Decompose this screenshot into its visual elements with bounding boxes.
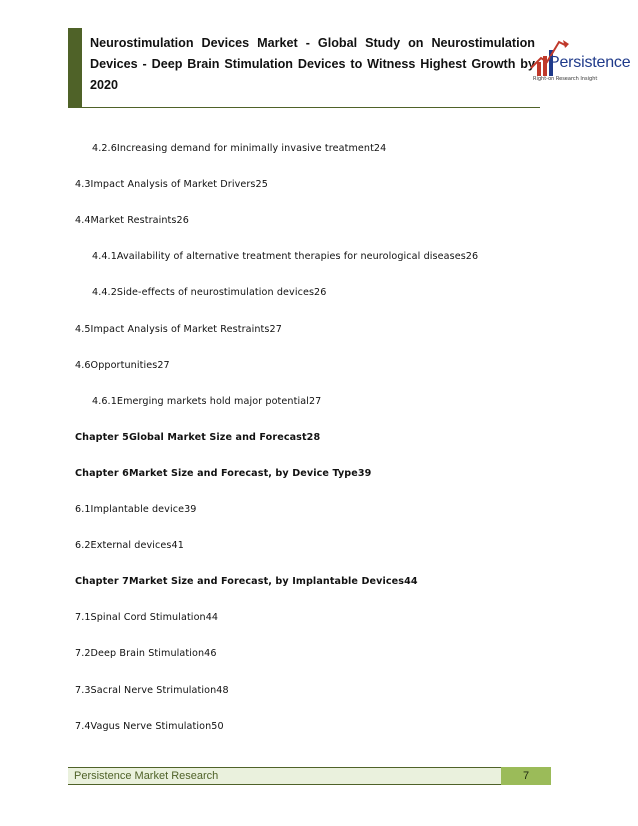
toc-entry[interactable]: 7.2Deep Brain Stimulation46 [75,648,217,659]
page-number: 7 [501,767,551,785]
toc-entry[interactable]: 7.3Sacral Nerve Strimulation48 [75,685,229,696]
toc-entry[interactable]: Chapter 7Market Size and Forecast, by Implantable Devices44 [75,576,418,587]
toc-entry[interactable]: 7.4Vagus Nerve Stimulation50 [75,721,224,732]
logo-tagline: Right-on Research Insight [533,76,598,82]
logo-wordmark: Persistence [549,54,631,71]
toc-entry[interactable]: 6.1Implantable device39 [75,504,197,515]
toc-entry[interactable]: 4.4.1Availability of alternative treatment therapies for neurological diseases26 [92,251,479,262]
toc-entry[interactable]: Chapter 6Market Size and Forecast, by Device Type39 [75,468,372,479]
toc-entry[interactable]: Chapter 5Global Market Size and Forecast28 [75,432,321,443]
toc-entry[interactable]: 7.1Spinal Cord Stimulation44 [75,612,219,623]
document-title: Neurostimulation Devices Market - Global Study on Neurostimulation Devices - Deep Brain Stimulation Devices to Witness Highest Growth by 2020 [90,36,535,92]
toc-entry[interactable]: 4.5Impact Analysis of Market Restraints27 [75,324,282,335]
header-divider [82,107,540,108]
toc-entry[interactable]: 4.6Opportunities27 [75,360,170,371]
toc-entry[interactable]: 4.4.2Side-effects of neurostimulation devices26 [92,287,327,298]
company-logo [527,32,631,92]
header-accent-bar [68,28,82,108]
toc-entry[interactable]: 6.2External devices41 [75,540,184,551]
toc-entry[interactable]: 4.4Market Restraints26 [75,215,189,226]
page-footer [68,767,551,785]
toc-entry[interactable]: 4.6.1Emerging markets hold major potential27 [92,396,322,407]
footer-publisher: Persistence Market Research [74,770,219,782]
toc-entry[interactable]: 4.3Impact Analysis of Market Drivers25 [75,179,268,190]
toc-entry[interactable]: 4.2.6Increasing demand for minimally invasive treatment24 [92,143,387,154]
